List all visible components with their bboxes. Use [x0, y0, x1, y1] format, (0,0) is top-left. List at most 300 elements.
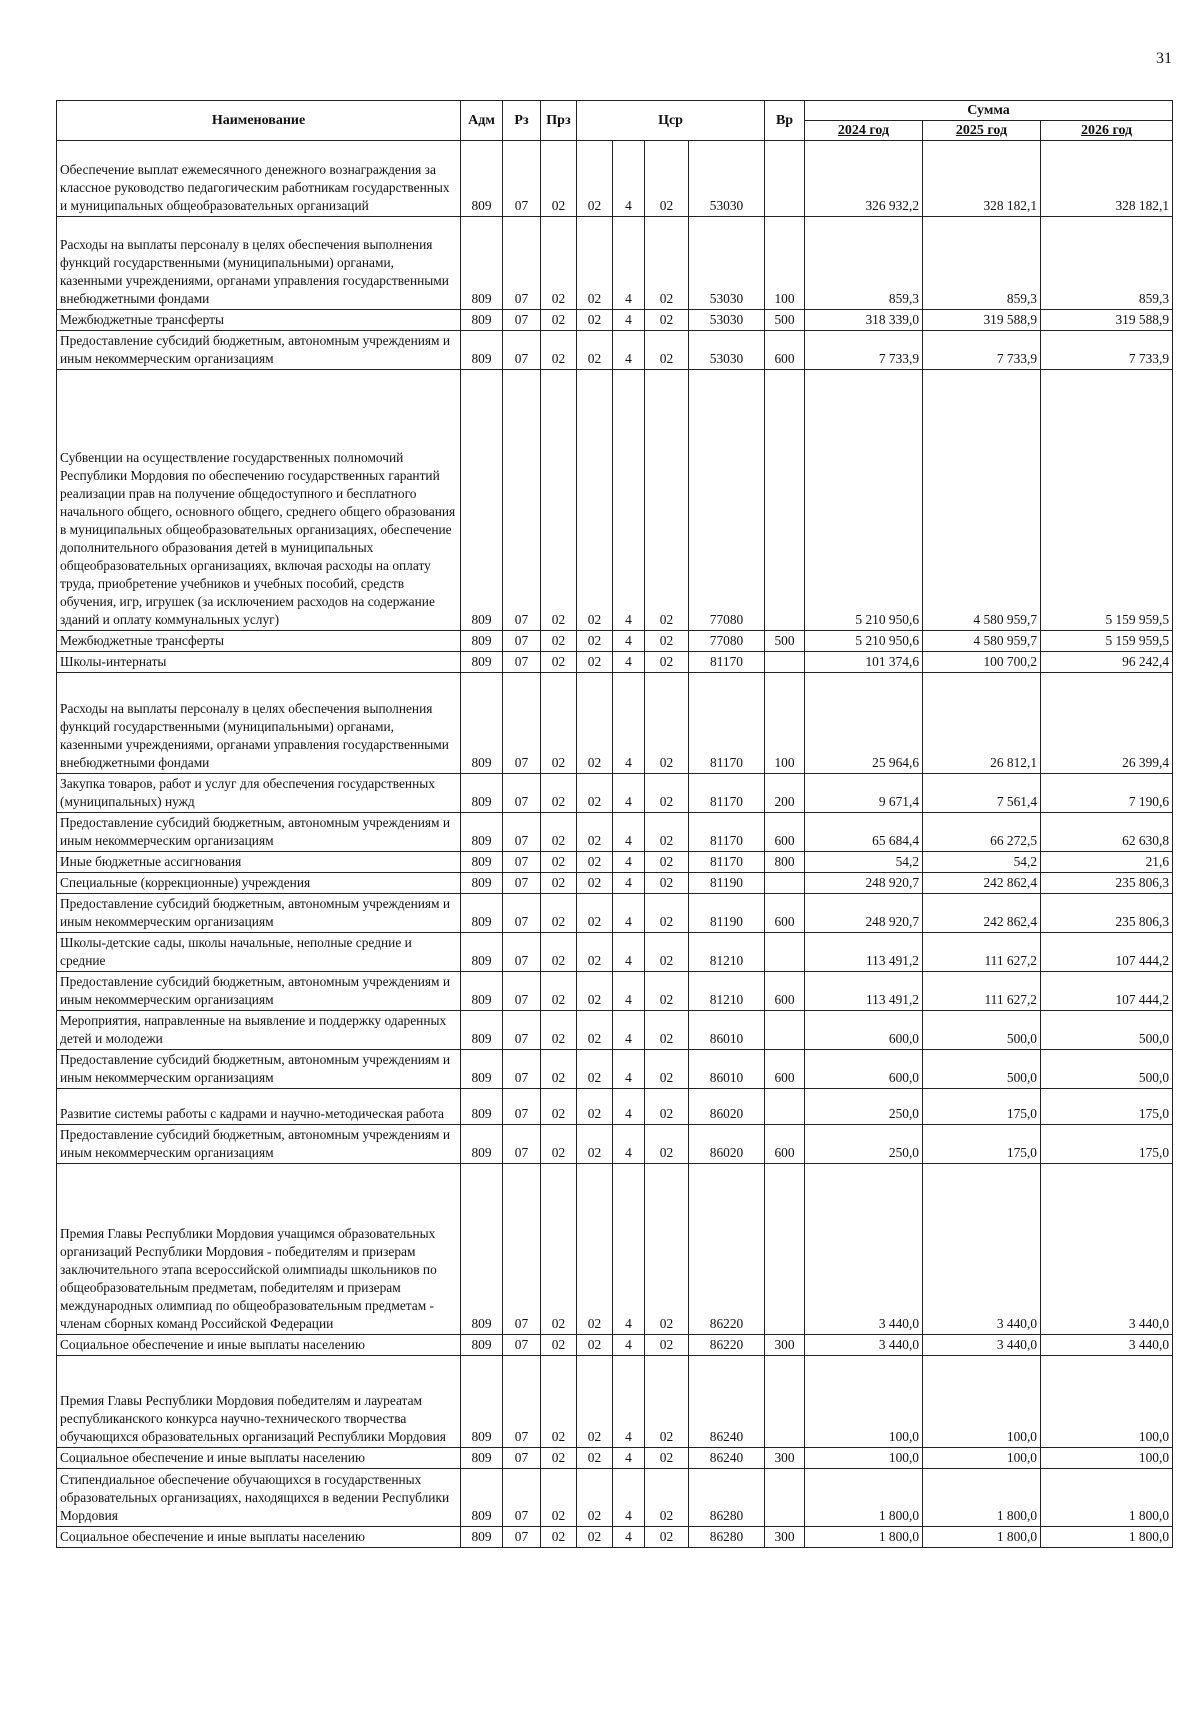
- row-rz: 07: [503, 331, 541, 370]
- row-csr-type: 4: [613, 1164, 645, 1335]
- table-row: [57, 652, 1173, 673]
- row-vr: [765, 141, 805, 217]
- row-csr-type: 4: [613, 1469, 645, 1527]
- row-csr-subprogram: 02: [645, 1356, 689, 1448]
- row-sum-2025: 100,0: [923, 1356, 1041, 1448]
- row-csr-direction: 86280: [689, 1527, 765, 1548]
- row-sum-2026: 100,0: [1041, 1356, 1173, 1448]
- row-csr-direction: 53030: [689, 217, 765, 310]
- row-rz: 07: [503, 933, 541, 972]
- row-sum-2024: 100,0: [805, 1448, 923, 1469]
- row-rz: 07: [503, 141, 541, 217]
- header-vr: Вр: [765, 101, 805, 141]
- row-csr-subprogram: 02: [645, 652, 689, 673]
- row-csr-program: 02: [577, 933, 613, 972]
- budget-table: [56, 100, 1173, 1548]
- row-csr-direction: 86010: [689, 1011, 765, 1050]
- row-name: Закупка товаров, работ и услуг для обеспечения государственных (муниципальных) нужд: [57, 774, 461, 813]
- table-row: [57, 217, 1173, 310]
- row-csr-direction: 81190: [689, 894, 765, 933]
- row-vr: 800: [765, 852, 805, 873]
- row-rz: 07: [503, 1335, 541, 1356]
- row-sum-2025: 3 440,0: [923, 1164, 1041, 1335]
- row-csr-direction: 86010: [689, 1050, 765, 1089]
- row-vr: 200: [765, 774, 805, 813]
- row-rz: 07: [503, 972, 541, 1011]
- row-name: Обеспечение выплат ежемесячного денежного вознаграждения за классное руководство педагогическим работникам государственных и муниципальных общеобразовательных организаций: [57, 141, 461, 217]
- row-rz: 07: [503, 1527, 541, 1548]
- row-sum-2025: 100 700,2: [923, 652, 1041, 673]
- row-sum-2025: 242 862,4: [923, 873, 1041, 894]
- row-rz: 07: [503, 852, 541, 873]
- row-csr-program: 02: [577, 331, 613, 370]
- row-csr-subprogram: 02: [645, 972, 689, 1011]
- row-csr-subprogram: 02: [645, 631, 689, 652]
- row-vr: 600: [765, 972, 805, 1011]
- header-year-2025: 2025 год: [923, 121, 1041, 141]
- row-name: Иные бюджетные ассигнования: [57, 852, 461, 873]
- row-vr: [765, 370, 805, 631]
- row-rz: 07: [503, 774, 541, 813]
- row-vr: 600: [765, 813, 805, 852]
- row-vr: 600: [765, 331, 805, 370]
- table-row: [57, 1527, 1173, 1548]
- table-row: [57, 1448, 1173, 1469]
- row-csr-direction: 77080: [689, 631, 765, 652]
- row-sum-2026: 3 440,0: [1041, 1164, 1173, 1335]
- row-sum-2024: 1 800,0: [805, 1469, 923, 1527]
- row-vr: [765, 1469, 805, 1527]
- header-csr: Цср: [577, 101, 765, 141]
- row-sum-2024: 54,2: [805, 852, 923, 873]
- row-adm: 809: [461, 141, 503, 217]
- row-prz: 02: [541, 217, 577, 310]
- row-csr-subprogram: 02: [645, 894, 689, 933]
- row-adm: 809: [461, 217, 503, 310]
- header-year-2024: 2024 год: [805, 121, 923, 141]
- row-csr-direction: 86020: [689, 1125, 765, 1164]
- row-sum-2026: 26 399,4: [1041, 673, 1173, 774]
- row-prz: 02: [541, 1448, 577, 1469]
- row-sum-2025: 328 182,1: [923, 141, 1041, 217]
- header-rz: Рз: [503, 101, 541, 141]
- row-name: Расходы на выплаты персоналу в целях обеспечения выполнения функций государственными (муниципальными) органами, казенными учреждениями, органами управления государственными внебюджетными фондами: [57, 217, 461, 310]
- row-prz: 02: [541, 813, 577, 852]
- row-adm: 809: [461, 1335, 503, 1356]
- row-prz: 02: [541, 1011, 577, 1050]
- row-vr: 300: [765, 1448, 805, 1469]
- row-rz: 07: [503, 673, 541, 774]
- row-csr-program: 02: [577, 652, 613, 673]
- row-sum-2026: 107 444,2: [1041, 933, 1173, 972]
- row-rz: 07: [503, 813, 541, 852]
- row-csr-program: 02: [577, 1125, 613, 1164]
- row-vr: [765, 1164, 805, 1335]
- row-rz: 07: [503, 1469, 541, 1527]
- row-name: Предоставление субсидий бюджетным, автономным учреждениям и иным некоммерческим организациям: [57, 972, 461, 1011]
- row-csr-type: 4: [613, 310, 645, 331]
- row-prz: 02: [541, 873, 577, 894]
- row-adm: 809: [461, 1448, 503, 1469]
- row-vr: 300: [765, 1527, 805, 1548]
- row-adm: 809: [461, 1527, 503, 1548]
- row-prz: 02: [541, 1356, 577, 1448]
- row-vr: 300: [765, 1335, 805, 1356]
- row-sum-2025: 175,0: [923, 1125, 1041, 1164]
- table-row: [57, 852, 1173, 873]
- row-csr-direction: 81190: [689, 873, 765, 894]
- row-adm: 809: [461, 1469, 503, 1527]
- row-csr-program: 02: [577, 813, 613, 852]
- row-sum-2026: 21,6: [1041, 852, 1173, 873]
- row-sum-2025: 111 627,2: [923, 972, 1041, 1011]
- row-adm: 809: [461, 852, 503, 873]
- row-csr-program: 02: [577, 1448, 613, 1469]
- row-sum-2025: 66 272,5: [923, 813, 1041, 852]
- row-sum-2024: 113 491,2: [805, 933, 923, 972]
- table-row: [57, 310, 1173, 331]
- table-row: [57, 1089, 1173, 1125]
- row-rz: 07: [503, 1050, 541, 1089]
- row-sum-2025: 175,0: [923, 1089, 1041, 1125]
- row-csr-subprogram: 02: [645, 1448, 689, 1469]
- row-rz: 07: [503, 1356, 541, 1448]
- row-adm: 809: [461, 1089, 503, 1125]
- row-csr-subprogram: 02: [645, 813, 689, 852]
- row-csr-program: 02: [577, 141, 613, 217]
- row-csr-type: 4: [613, 873, 645, 894]
- row-adm: 809: [461, 310, 503, 331]
- row-name: Премия Главы Республики Мордовия победителям и лауреатам республиканского конкурса научно-технического творчества обучающихся образовательных организаций Республики Мордовия: [57, 1356, 461, 1448]
- row-sum-2026: 5 159 959,5: [1041, 370, 1173, 631]
- row-csr-subprogram: 02: [645, 370, 689, 631]
- row-vr: [765, 1011, 805, 1050]
- row-rz: 07: [503, 652, 541, 673]
- row-sum-2026: 7 733,9: [1041, 331, 1173, 370]
- row-sum-2024: 113 491,2: [805, 972, 923, 1011]
- row-rz: 07: [503, 1011, 541, 1050]
- row-sum-2025: 111 627,2: [923, 933, 1041, 972]
- row-sum-2024: 250,0: [805, 1089, 923, 1125]
- row-prz: 02: [541, 331, 577, 370]
- row-sum-2025: 4 580 959,7: [923, 370, 1041, 631]
- row-vr: [765, 933, 805, 972]
- row-name: Межбюджетные трансферты: [57, 310, 461, 331]
- row-sum-2025: 500,0: [923, 1050, 1041, 1089]
- row-csr-direction: 81170: [689, 813, 765, 852]
- row-csr-type: 4: [613, 370, 645, 631]
- row-sum-2025: 1 800,0: [923, 1469, 1041, 1527]
- row-prz: 02: [541, 141, 577, 217]
- row-adm: 809: [461, 972, 503, 1011]
- row-sum-2024: 65 684,4: [805, 813, 923, 852]
- table-row: [57, 331, 1173, 370]
- header-adm: Адм: [461, 101, 503, 141]
- row-sum-2024: 7 733,9: [805, 331, 923, 370]
- row-rz: 07: [503, 894, 541, 933]
- row-vr: 100: [765, 673, 805, 774]
- row-csr-type: 4: [613, 1125, 645, 1164]
- row-csr-subprogram: 02: [645, 1089, 689, 1125]
- row-rz: 07: [503, 1164, 541, 1335]
- row-csr-type: 4: [613, 1011, 645, 1050]
- row-sum-2024: 600,0: [805, 1011, 923, 1050]
- row-csr-type: 4: [613, 1335, 645, 1356]
- row-csr-subprogram: 02: [645, 873, 689, 894]
- row-csr-direction: 81170: [689, 673, 765, 774]
- header-year-2026: 2026 год: [1041, 121, 1173, 141]
- row-csr-type: 4: [613, 852, 645, 873]
- row-csr-type: 4: [613, 1448, 645, 1469]
- row-csr-subprogram: 02: [645, 141, 689, 217]
- table-row: [57, 894, 1173, 933]
- row-csr-program: 02: [577, 1050, 613, 1089]
- row-csr-type: 4: [613, 1089, 645, 1125]
- row-csr-program: 02: [577, 1335, 613, 1356]
- row-name: Расходы на выплаты персоналу в целях обеспечения выполнения функций государственными (муниципальными) органами, казенными учреждениями, органами управления государственными внебюджетными фондами: [57, 673, 461, 774]
- row-csr-program: 02: [577, 1356, 613, 1448]
- row-name: Мероприятия, направленные на выявление и поддержку одаренных детей и молодежи: [57, 1011, 461, 1050]
- row-name: Предоставление субсидий бюджетным, автономным учреждениям и иным некоммерческим организациям: [57, 1125, 461, 1164]
- table-row: [57, 933, 1173, 972]
- row-sum-2024: 250,0: [805, 1125, 923, 1164]
- row-name: Социальное обеспечение и иные выплаты населению: [57, 1527, 461, 1548]
- row-prz: 02: [541, 652, 577, 673]
- row-adm: 809: [461, 894, 503, 933]
- row-vr: 600: [765, 1125, 805, 1164]
- row-csr-type: 4: [613, 1356, 645, 1448]
- row-csr-program: 02: [577, 1011, 613, 1050]
- row-csr-type: 4: [613, 813, 645, 852]
- row-csr-direction: 86220: [689, 1335, 765, 1356]
- row-sum-2025: 4 580 959,7: [923, 631, 1041, 652]
- row-adm: 809: [461, 1356, 503, 1448]
- row-prz: 02: [541, 1050, 577, 1089]
- row-adm: 809: [461, 774, 503, 813]
- row-csr-type: 4: [613, 774, 645, 813]
- row-sum-2026: 500,0: [1041, 1050, 1173, 1089]
- row-sum-2026: 328 182,1: [1041, 141, 1173, 217]
- row-csr-program: 02: [577, 774, 613, 813]
- row-sum-2024: 5 210 950,6: [805, 370, 923, 631]
- row-sum-2026: 175,0: [1041, 1089, 1173, 1125]
- row-sum-2024: 100,0: [805, 1356, 923, 1448]
- row-prz: 02: [541, 933, 577, 972]
- row-sum-2024: 248 920,7: [805, 894, 923, 933]
- row-csr-direction: 81210: [689, 933, 765, 972]
- row-csr-program: 02: [577, 894, 613, 933]
- row-name: Межбюджетные трансферты: [57, 631, 461, 652]
- row-sum-2024: 5 210 950,6: [805, 631, 923, 652]
- row-sum-2024: 101 374,6: [805, 652, 923, 673]
- row-sum-2025: 319 588,9: [923, 310, 1041, 331]
- row-csr-direction: 77080: [689, 370, 765, 631]
- row-sum-2026: 319 588,9: [1041, 310, 1173, 331]
- row-sum-2026: 235 806,3: [1041, 894, 1173, 933]
- table-body: [57, 141, 1173, 1548]
- row-sum-2025: 100,0: [923, 1448, 1041, 1469]
- row-name: Предоставление субсидий бюджетным, автономным учреждениям и иным некоммерческим организациям: [57, 813, 461, 852]
- row-sum-2024: 859,3: [805, 217, 923, 310]
- table-row: [57, 1164, 1173, 1335]
- row-rz: 07: [503, 1448, 541, 1469]
- row-sum-2026: 7 190,6: [1041, 774, 1173, 813]
- row-csr-program: 02: [577, 1469, 613, 1527]
- row-prz: 02: [541, 310, 577, 331]
- table-row: [57, 1011, 1173, 1050]
- row-name: Школы-детские сады, школы начальные, неполные средние и средние: [57, 933, 461, 972]
- row-csr-subprogram: 02: [645, 1125, 689, 1164]
- row-adm: 809: [461, 933, 503, 972]
- row-csr-direction: 86280: [689, 1469, 765, 1527]
- row-rz: 07: [503, 217, 541, 310]
- row-adm: 809: [461, 331, 503, 370]
- table-row: [57, 1469, 1173, 1527]
- row-prz: 02: [541, 631, 577, 652]
- row-prz: 02: [541, 1164, 577, 1335]
- row-rz: 07: [503, 310, 541, 331]
- row-rz: 07: [503, 631, 541, 652]
- row-sum-2024: 248 920,7: [805, 873, 923, 894]
- row-csr-subprogram: 02: [645, 1527, 689, 1548]
- row-prz: 02: [541, 774, 577, 813]
- row-vr: 600: [765, 894, 805, 933]
- table-row: [57, 1125, 1173, 1164]
- row-sum-2026: 1 800,0: [1041, 1527, 1173, 1548]
- row-adm: 809: [461, 1050, 503, 1089]
- row-csr-subprogram: 02: [645, 673, 689, 774]
- row-csr-program: 02: [577, 852, 613, 873]
- row-name: Социальное обеспечение и иные выплаты населению: [57, 1335, 461, 1356]
- row-csr-program: 02: [577, 370, 613, 631]
- row-sum-2026: 100,0: [1041, 1448, 1173, 1469]
- row-csr-type: 4: [613, 1527, 645, 1548]
- row-prz: 02: [541, 1089, 577, 1125]
- row-name: Предоставление субсидий бюджетным, автономным учреждениям и иным некоммерческим организациям: [57, 894, 461, 933]
- row-csr-subprogram: 02: [645, 1011, 689, 1050]
- row-adm: 809: [461, 813, 503, 852]
- row-rz: 07: [503, 370, 541, 631]
- row-vr: [765, 652, 805, 673]
- row-csr-subprogram: 02: [645, 1164, 689, 1335]
- row-csr-program: 02: [577, 217, 613, 310]
- table-row: [57, 370, 1173, 631]
- row-csr-program: 02: [577, 631, 613, 652]
- row-sum-2024: 1 800,0: [805, 1527, 923, 1548]
- row-name: Специальные (коррекционные) учреждения: [57, 873, 461, 894]
- row-csr-type: 4: [613, 1050, 645, 1089]
- row-rz: 07: [503, 1125, 541, 1164]
- page-number: 31: [1156, 50, 1172, 67]
- row-adm: 809: [461, 873, 503, 894]
- row-sum-2026: 175,0: [1041, 1125, 1173, 1164]
- row-csr-type: 4: [613, 652, 645, 673]
- row-name: Социальное обеспечение и иные выплаты населению: [57, 1448, 461, 1469]
- row-sum-2024: 600,0: [805, 1050, 923, 1089]
- row-csr-direction: 81170: [689, 652, 765, 673]
- row-sum-2026: 62 630,8: [1041, 813, 1173, 852]
- row-csr-program: 02: [577, 1527, 613, 1548]
- row-csr-subprogram: 02: [645, 217, 689, 310]
- row-csr-subprogram: 02: [645, 933, 689, 972]
- row-sum-2025: 859,3: [923, 217, 1041, 310]
- row-prz: 02: [541, 673, 577, 774]
- row-sum-2026: 96 242,4: [1041, 652, 1173, 673]
- row-sum-2024: 3 440,0: [805, 1335, 923, 1356]
- row-rz: 07: [503, 873, 541, 894]
- row-csr-direction: 81170: [689, 852, 765, 873]
- row-vr: [765, 1356, 805, 1448]
- row-csr-type: 4: [613, 673, 645, 774]
- row-csr-program: 02: [577, 1089, 613, 1125]
- header-prz: Прз: [541, 101, 577, 141]
- row-sum-2025: 242 862,4: [923, 894, 1041, 933]
- row-csr-program: 02: [577, 972, 613, 1011]
- row-sum-2026: 500,0: [1041, 1011, 1173, 1050]
- table-row: [57, 673, 1173, 774]
- row-csr-subprogram: 02: [645, 774, 689, 813]
- row-csr-direction: 81170: [689, 774, 765, 813]
- row-prz: 02: [541, 1125, 577, 1164]
- table-row: [57, 774, 1173, 813]
- row-csr-type: 4: [613, 217, 645, 310]
- row-csr-program: 02: [577, 873, 613, 894]
- row-sum-2025: 26 812,1: [923, 673, 1041, 774]
- row-csr-type: 4: [613, 972, 645, 1011]
- row-sum-2024: 3 440,0: [805, 1164, 923, 1335]
- row-name: Предоставление субсидий бюджетным, автономным учреждениям и иным некоммерческим организациям: [57, 1050, 461, 1089]
- row-sum-2025: 500,0: [923, 1011, 1041, 1050]
- table-row: [57, 631, 1173, 652]
- row-csr-subprogram: 02: [645, 1335, 689, 1356]
- row-csr-program: 02: [577, 310, 613, 331]
- row-sum-2026: 1 800,0: [1041, 1469, 1173, 1527]
- row-sum-2024: 9 671,4: [805, 774, 923, 813]
- row-csr-type: 4: [613, 894, 645, 933]
- row-csr-type: 4: [613, 331, 645, 370]
- row-prz: 02: [541, 1469, 577, 1527]
- row-csr-program: 02: [577, 1164, 613, 1335]
- table-row: [57, 1335, 1173, 1356]
- row-name: Премия Главы Республики Мордовия учащимся образовательных организаций Республики Мордовия - победителям и призерам заключительного этапа всероссийской олимпиады школьников по общеобразовательным предметам, победителям и призерам международных олимпиад по общеобразовательным предметам - членам сборных команд Российской Федерации: [57, 1164, 461, 1335]
- row-csr-subprogram: 02: [645, 1469, 689, 1527]
- row-rz: 07: [503, 1089, 541, 1125]
- row-csr-program: 02: [577, 673, 613, 774]
- table-row: [57, 1050, 1173, 1089]
- row-vr: 600: [765, 1050, 805, 1089]
- row-name: Предоставление субсидий бюджетным, автономным учреждениям и иным некоммерческим организациям: [57, 331, 461, 370]
- row-name: Субвенции на осуществление государственных полномочий Республики Мордовия по обеспечению государственных гарантий реализации прав на получение общедоступного и бесплатного начального общего, основного общего, среднего общего образования в муниципальных общеобразовательных организациях, обеспечение дополнительного образования детей в муниципальных общеобразовательных организациях, включая расходы на оплату труда, приобретение учебников и учебных пособий, средств обучения, игр, игрушек (за исключением расходов на содержание зданий и оплату коммунальных услуг): [57, 370, 461, 631]
- row-prz: 02: [541, 852, 577, 873]
- row-sum-2024: 25 964,6: [805, 673, 923, 774]
- header-sum: Сумма: [805, 101, 1173, 121]
- row-csr-direction: 81210: [689, 972, 765, 1011]
- row-name: Развитие системы работы с кадрами и научно-методическая работа: [57, 1089, 461, 1125]
- row-name: Стипендиальное обеспечение обучающихся в государственных образовательных организациях, находящихся в ведении Республики Мордовия: [57, 1469, 461, 1527]
- row-prz: 02: [541, 1335, 577, 1356]
- row-sum-2024: 326 932,2: [805, 141, 923, 217]
- row-adm: 809: [461, 1164, 503, 1335]
- row-prz: 02: [541, 1527, 577, 1548]
- row-prz: 02: [541, 370, 577, 631]
- row-sum-2026: 235 806,3: [1041, 873, 1173, 894]
- row-sum-2026: 5 159 959,5: [1041, 631, 1173, 652]
- row-sum-2026: 107 444,2: [1041, 972, 1173, 1011]
- row-sum-2025: 3 440,0: [923, 1335, 1041, 1356]
- table-row: [57, 813, 1173, 852]
- row-adm: 809: [461, 1011, 503, 1050]
- row-adm: 809: [461, 1125, 503, 1164]
